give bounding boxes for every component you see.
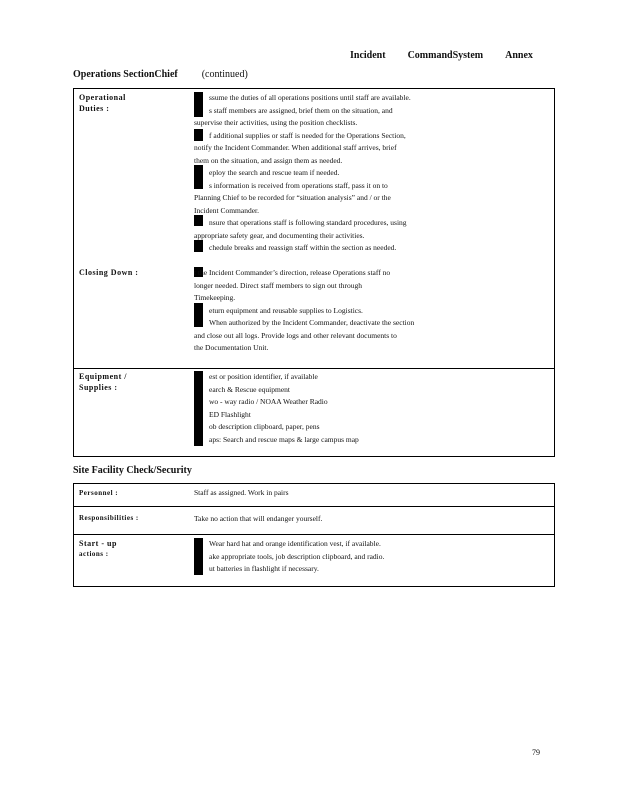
duty-line: nsure that operations staff is following standard procedures, using [209,218,407,227]
operations-table [73,88,555,457]
closing-line: and close out all logs. Provide logs and other relevant documents to [194,330,397,340]
section-title-operations [73,69,248,80]
continued-label: (continued) [201,69,248,80]
duty-line: ssume the duties of all operations positions until staff are available. [209,93,411,102]
duty-line: f additional supplies or staff is needed for the Operations Section, [209,130,406,140]
duties-row [74,89,554,266]
section-title-text: Operations SectionChief [73,69,178,80]
closing-line: t the Incident Commander’s direction, release Operations staff no [194,268,391,277]
duty-line: them on the situation, and assign them as needed. [194,155,343,165]
closing-row [74,266,554,368]
startup-line: ut batteries in flashlight if necessary. [209,564,319,573]
startup-line: Wear hard hat and orange identification vest, if available. [209,539,381,548]
startup-row [74,534,554,588]
site-facility-table [73,483,555,587]
personnel-label: Personnel : [79,489,119,497]
duty-line: supervise their activities, using the position checklists. [194,118,358,127]
closing-line: the Documentation Unit. [194,343,269,352]
duties-label [79,92,126,114]
responsibilities-value: Take no action that will endanger yourself. [194,514,323,523]
duty-line: Incident Commander. [194,205,259,215]
equipment-line: wo - way radio / NOAA Weather Radio [209,397,328,406]
duty-line: s staff members are assigned, brief them on the situation, and [209,105,393,115]
duty-line: chedule breaks and reassign staff within the section as needed. [209,243,397,252]
closing-line: eturn equipment and reusable supplies to Logistics. [209,305,363,315]
startup-line: ake appropriate tools, job description clipboard, and radio. [209,551,385,561]
duty-line: Planning Chief to be recorded for “situation analysis” and / or the [194,193,391,202]
equipment-label [79,371,127,393]
duty-line: appropriate safety gear, and documenting their activities. [194,230,365,240]
equipment-content [194,371,546,446]
startup-label-line2: actions : [79,550,109,558]
closing-label: Closing Down : [79,268,139,277]
duty-line: s information is received from operations staff, pass it on to [209,180,388,190]
duty-line: eploy the search and rescue team if needed. [209,168,340,177]
personnel-value: Staff as assigned. Work in pairs [194,488,289,497]
closing-line: Timekeeping. [194,293,236,302]
equipment-line: aps: Search and rescue maps & large campus map [209,434,359,444]
closing-line: When authorized by the Incident Commander, deactivate the section [209,318,415,327]
duty-line: notify the Incident Commander. When additional staff arrives, brief [194,143,397,152]
page-number: 79 [532,748,540,757]
equipment-line: ED Flashlight [209,409,251,419]
document-header [350,50,540,61]
responsibilities-row [74,506,554,535]
equipment-label-line1: Equipment / [79,372,127,381]
equipment-line: earch & Rescue equipment [209,384,291,394]
duties-label-line2: Duties : [79,104,110,113]
header-annex: Annex [505,50,533,61]
equipment-line: ob description clipboard, paper, pens [209,422,320,431]
header-incident: Incident [350,50,386,61]
duties-label-line1: Operational [79,93,126,102]
startup-content [194,538,546,576]
equipment-label-line2: Supplies : [79,383,118,392]
startup-label-line1: Start - up [79,539,117,548]
closing-content [194,267,546,355]
section-title-site-facility: Site Facility Check/Security [73,465,192,476]
responsibilities-label: Responsibilities : [79,514,139,522]
header-command-system: CommandSystem [407,50,484,61]
equipment-line: est or position identifier, if available [209,372,318,381]
equipment-row [74,368,554,458]
duties-content [194,92,546,255]
closing-line: longer needed. Direct staff members to sign out through [194,280,362,290]
startup-label [79,538,117,560]
personnel-row [74,484,554,506]
